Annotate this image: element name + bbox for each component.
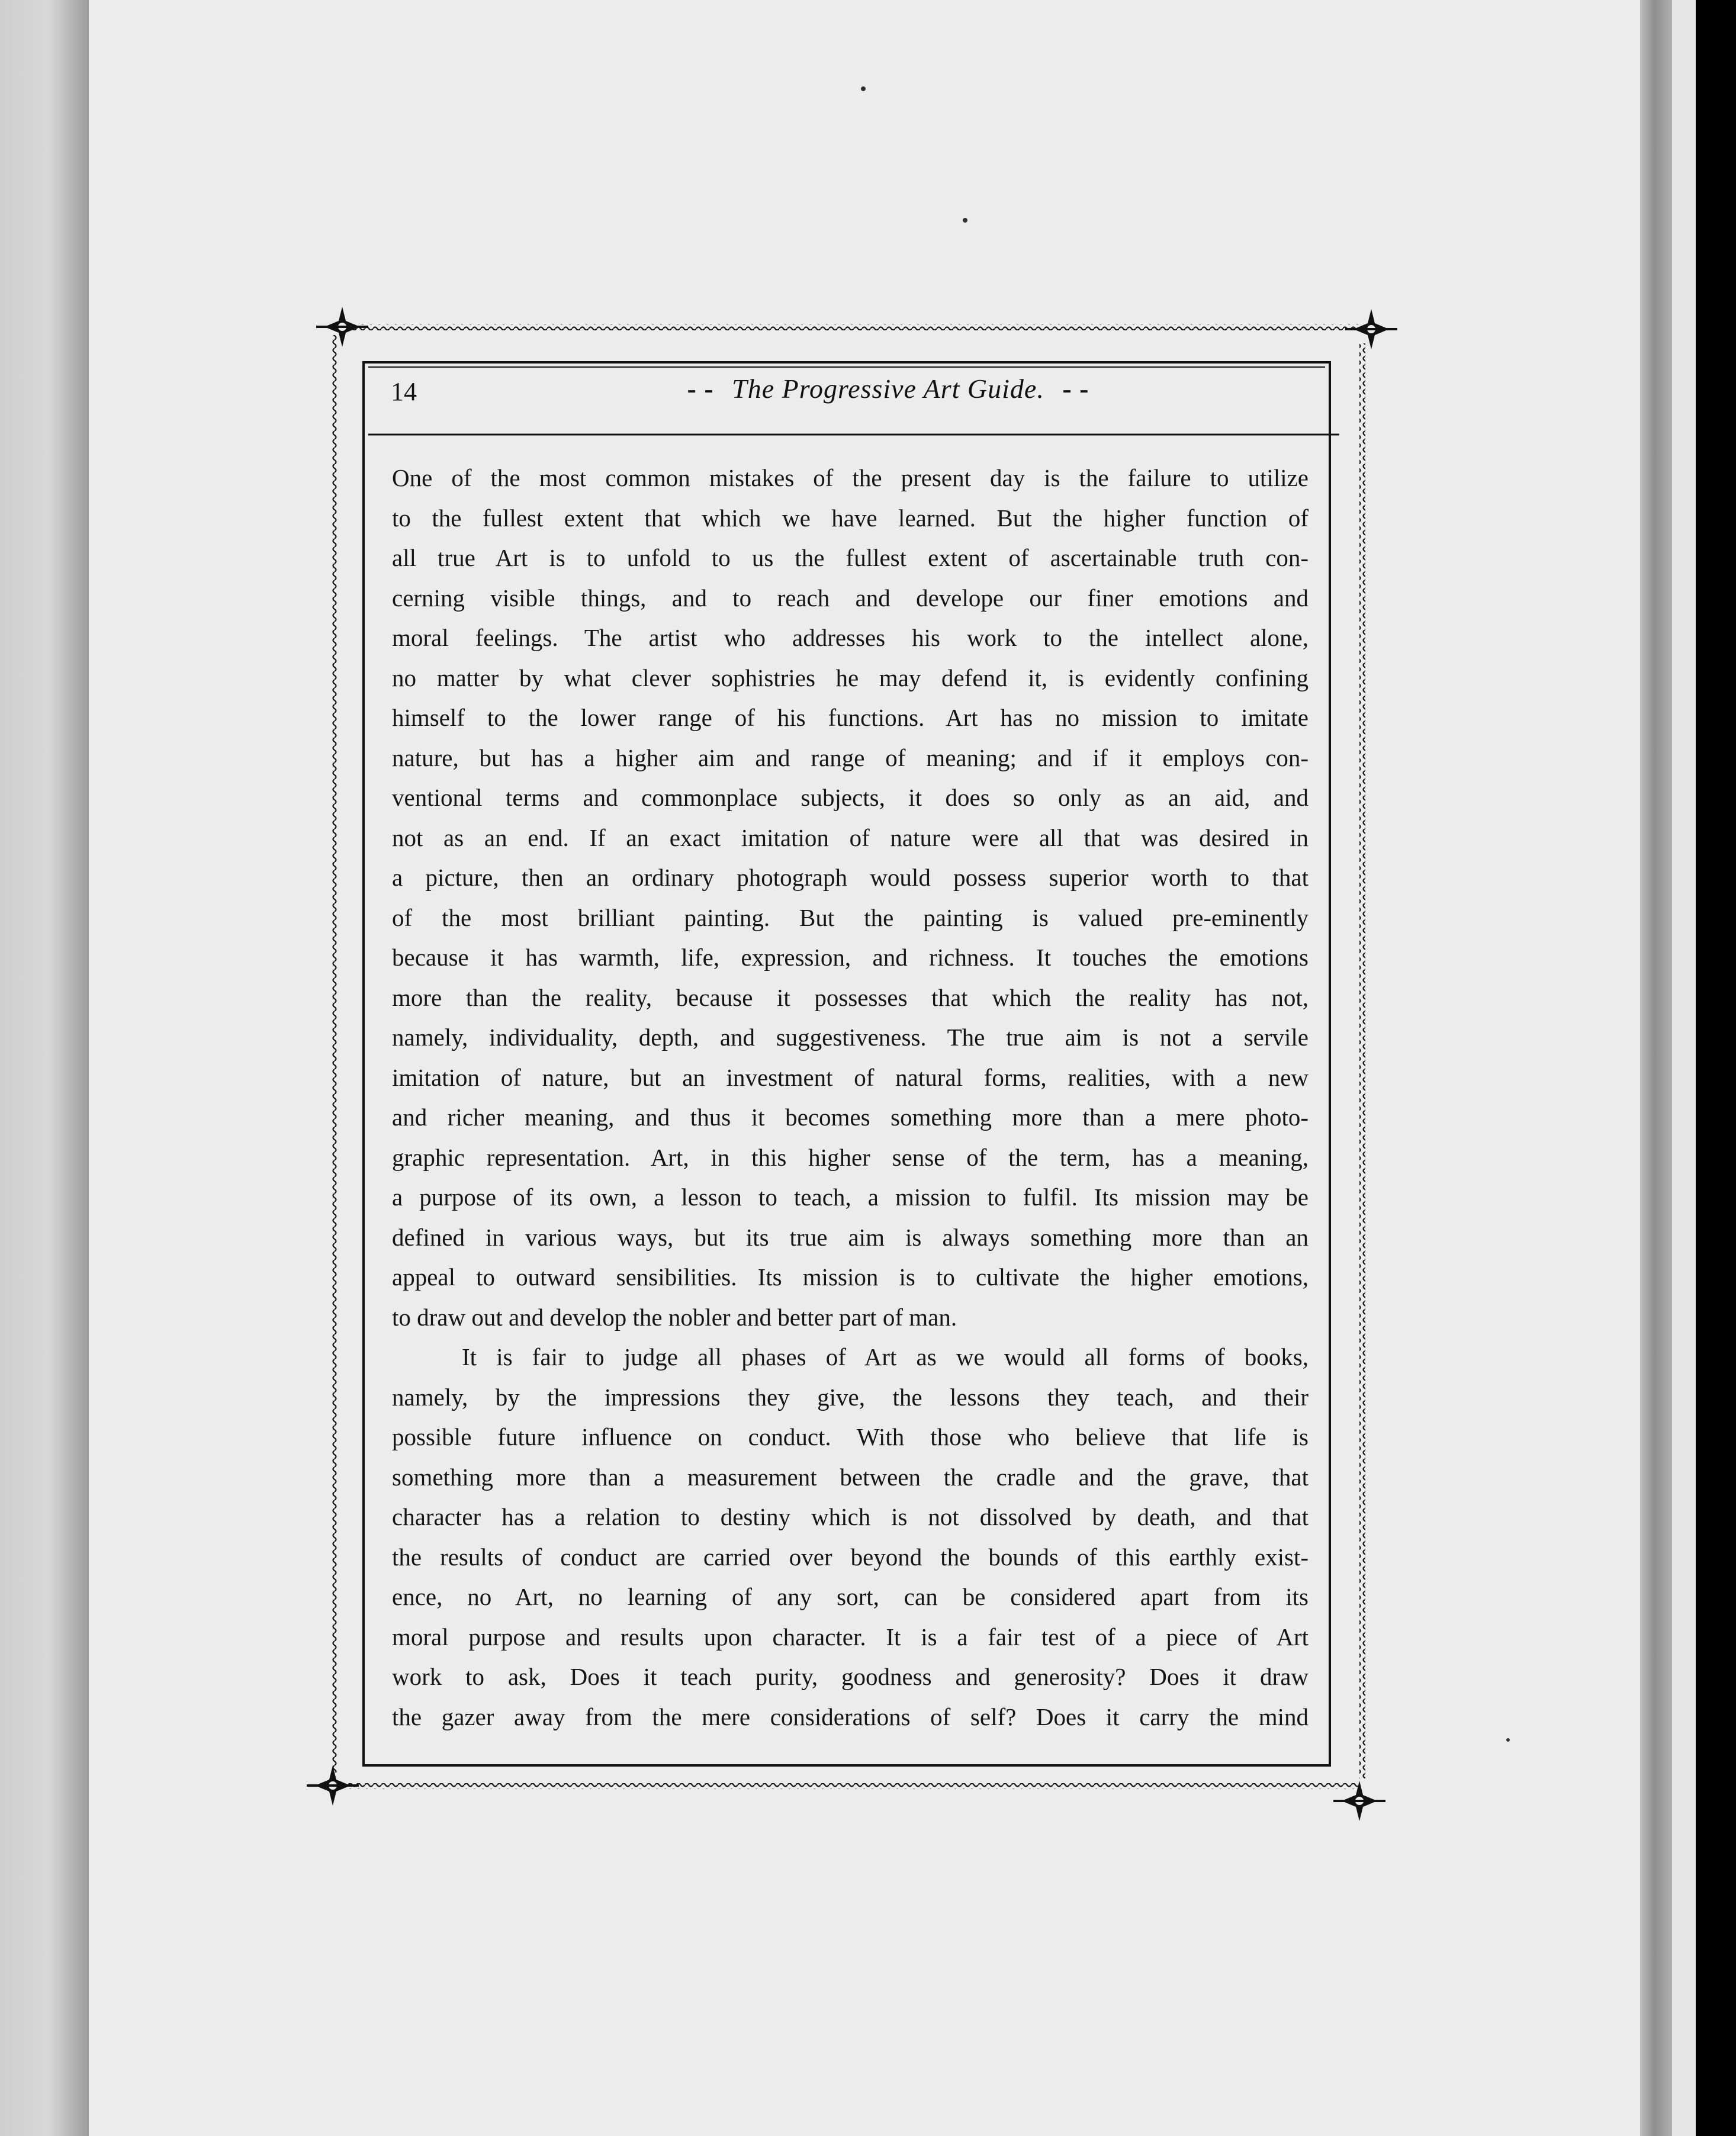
text-line: of the most brilliant painting. But the painting is valued pre-eminently — [392, 903, 1309, 931]
corner-ornament-icon — [316, 307, 368, 347]
text-line: moral purpose and results upon character. It is a fair test of a piece of Art — [392, 1623, 1309, 1651]
body-text — [392, 458, 1309, 1737]
text-line: cerning visible things, and to reach and develope our finer emotions and — [392, 584, 1309, 612]
text-line: no matter by what clever sophistries he may defend it, is evidently confining — [392, 664, 1309, 691]
text-line: character has a relation to destiny which is not dissolved by death, and that — [392, 1503, 1309, 1530]
page-number: 14 — [391, 377, 417, 406]
text-line: himself to the lower range of his functions. Art has no mission to imitate — [392, 704, 1309, 731]
head-dashes-right: - - — [1062, 374, 1089, 404]
text-line: possible future influence on conduct. With those who believe that life is — [392, 1423, 1309, 1450]
text-line: the results of conduct are carried over beyond the bounds of this earthly exist- — [392, 1543, 1309, 1571]
corner-ornament-icon — [1345, 309, 1397, 349]
page-header — [391, 373, 1350, 420]
text-line: something more than a measurement between the cradle and the grave, that — [392, 1463, 1309, 1491]
text-line: ventional terms and commonplace subjects, it does so only as an aid, and — [392, 784, 1309, 811]
text-line: namely, individuality, depth, and suggestiveness. The true aim is not a servile — [392, 1024, 1309, 1051]
head-dashes-left: - - — [687, 374, 714, 404]
text-line: not as an end. If an exact imitation of nature were all that was desired in — [392, 823, 1309, 851]
text-line: and richer meaning, and thus it becomes something more than a mere photo- — [392, 1104, 1309, 1131]
text-line: to the fullest extent that which we have learned. But the higher function of — [392, 504, 1309, 532]
corner-ornament-icon — [307, 1765, 359, 1806]
text-line: to draw out and develop the nobler and better part of man. — [392, 1303, 957, 1331]
text-line: One of the most common mistakes of the present day is the failure to utilize — [392, 464, 1309, 491]
text-line: all true Art is to unfold to us the fullest extent of ascertainable truth con- — [392, 544, 1309, 571]
text-line: ence, no Art, no learning of any sort, can be considered apart from its — [392, 1583, 1309, 1610]
paragraph-2 — [392, 1337, 1309, 1737]
text-line: a picture, then an ordinary photograph would possess superior worth to that — [392, 864, 1309, 891]
text-line: work to ask, Does it teach purity, goodness and generosity? Does it draw — [392, 1663, 1309, 1690]
text-line: because it has warmth, life, expression, and richness. It touches the emotions — [392, 944, 1309, 971]
text-line: imitation of nature, but an investment of natural forms, realities, with a new — [392, 1063, 1309, 1091]
text-line: nature, but has a higher aim and range of meaning; and if it employs con- — [392, 744, 1309, 771]
paragraph-1 — [392, 458, 1309, 1337]
running-head-title: The Progressive Art Guide. — [732, 374, 1044, 404]
running-head — [592, 373, 1184, 404]
text-line: defined in various ways, but its true aim is always something more than an — [392, 1223, 1309, 1251]
text-line: It is fair to judge all phases of Art as we would all forms of books, — [462, 1343, 1309, 1371]
text-line: namely, by the impressions they give, the lessons they teach, and their — [392, 1383, 1309, 1411]
text-line: graphic representation. Art, in this higher sense of the term, has a meaning, — [392, 1143, 1309, 1171]
text-line: a purpose of its own, a lesson to teach, a mission to fulfil. Its mission may be — [392, 1183, 1309, 1211]
text-line: appeal to outward sensibilities. Its mission is to cultivate the higher emotions, — [392, 1263, 1309, 1291]
text-line: more than the reality, because it possesses that which the reality has not, — [392, 983, 1309, 1011]
text-line: the gazer away from the mere considerations of self? Does it carry the mind — [392, 1703, 1309, 1730]
text-line: moral feelings. The artist who addresses his work to the intellect alone, — [392, 624, 1309, 651]
